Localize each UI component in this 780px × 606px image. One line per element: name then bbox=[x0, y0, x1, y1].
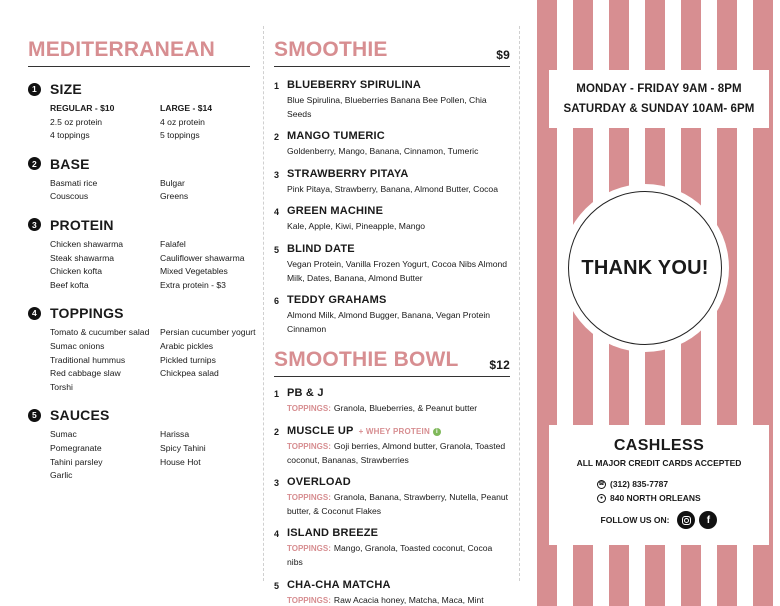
cashless-title: CASHLESS bbox=[613, 437, 705, 454]
item-description: TOPPINGS: Raw Acacia honey, Matcha, Maca, Mint bbox=[287, 594, 484, 605]
item-number: 3 bbox=[274, 478, 280, 489]
item-description: TOPPINGS: Granola, Banana, Strawberry, Nutella, Peanut butter, & Coconut Flakes bbox=[287, 492, 509, 516]
item-number: 4 bbox=[274, 207, 280, 218]
item-description: Blue Spirulina, Blueberries Banana Bee Pollen, Chia Seeds bbox=[287, 95, 487, 119]
toppings-group bbox=[28, 305, 256, 394]
smoothie-column bbox=[264, 0, 520, 606]
smoothie-item bbox=[274, 79, 510, 121]
add-on-label: + WHEY PROTEIN bbox=[358, 426, 430, 436]
item-name: MUSCLE UP bbox=[287, 424, 354, 437]
toppings-title: TOPPINGS bbox=[50, 305, 124, 322]
size-options: REGULAR - $10 LARGE - $14 2.5 oz protein 4 oz protein 4 toppings 5 toppings bbox=[50, 103, 213, 141]
bowl-item bbox=[274, 387, 510, 416]
item-description: Vegan Protein, Vanilla Frozen Yogurt, Cocoa Nibs Almond Milk, Dates, Banana, Almond Butter bbox=[287, 258, 508, 283]
info-panel bbox=[537, 0, 780, 606]
item-name: ISLAND BREEZE bbox=[287, 527, 379, 540]
item-name: TEDDY GRAHAMS bbox=[287, 294, 387, 307]
hours-weekday: MONDAY - FRIDAY 9AM - 8PM bbox=[576, 83, 742, 95]
thank-you-badge bbox=[561, 184, 729, 352]
smoothie-item bbox=[274, 168, 510, 197]
item-name: STRAWBERRY PITAYA bbox=[287, 167, 409, 180]
item-name: OVERLOAD bbox=[287, 476, 351, 489]
item-name: PB & J bbox=[287, 387, 324, 400]
item-description: Almond Milk, Almond Bugger, Banana, Vegan Protein Cinnamon bbox=[287, 310, 491, 334]
bowl-item bbox=[274, 425, 510, 467]
item-number: 5 bbox=[274, 580, 280, 591]
bowl-price: $12 bbox=[489, 358, 510, 373]
follow-label: FOLLOW US ON: bbox=[600, 515, 670, 525]
info-icon: i bbox=[433, 428, 441, 436]
instagram-icon[interactable] bbox=[677, 511, 695, 529]
mediterranean-heading: MEDITERRANEAN bbox=[28, 38, 250, 67]
phone-line bbox=[597, 477, 769, 491]
item-number: 4 bbox=[274, 529, 280, 540]
toppings-label: TOPPINGS: bbox=[287, 404, 331, 414]
item-description: TOPPINGS: Goji berries, Almond butter, Granola, Toasted coconut, Bananas, Strawberries bbox=[287, 440, 506, 465]
item-description: Kale, Apple, Kiwi, Pineapple, Mango bbox=[287, 221, 426, 232]
size-title: SIZE bbox=[50, 81, 82, 97]
step-number: 2 bbox=[28, 157, 41, 170]
payment-contact-box bbox=[549, 425, 769, 545]
base-title: BASE bbox=[50, 155, 90, 172]
item-description: TOPPINGS: Granola, Blueberries, & Peanut butter bbox=[287, 403, 478, 414]
smoothie-list bbox=[274, 79, 510, 336]
toppings-label: TOPPINGS: bbox=[287, 493, 331, 503]
smoothie-bowl-heading: SMOOTHIE BOWL $12 bbox=[274, 348, 510, 377]
item-name: BLIND DATE bbox=[287, 242, 355, 255]
smoothie-item bbox=[274, 294, 510, 336]
thank-you-text: THANK YOU! bbox=[581, 256, 709, 279]
size-group bbox=[28, 81, 250, 143]
smoothie-heading: SMOOTHIE $9 bbox=[274, 38, 510, 67]
item-name: CHA-CHA MATCHA bbox=[287, 578, 391, 591]
smoothie-item bbox=[274, 130, 510, 159]
hours-box bbox=[549, 70, 769, 128]
sauces-group bbox=[28, 407, 250, 482]
step-number: 1 bbox=[28, 83, 41, 96]
smoothie-price: $9 bbox=[496, 48, 510, 62]
toppings-label: TOPPINGS: bbox=[287, 595, 331, 605]
address: 840 NORTH ORLEANS bbox=[610, 493, 701, 503]
bowl-list bbox=[274, 387, 510, 606]
item-description: Goldenberry, Mango, Banana, Cinnamon, Tumeric bbox=[287, 146, 479, 157]
phone-icon: ☎ bbox=[598, 481, 605, 487]
item-number: 5 bbox=[274, 244, 280, 255]
facebook-icon[interactable]: f bbox=[699, 511, 717, 529]
item-description: Pink Pitaya, Strawberry, Banana, Almond Butter, Cocoa bbox=[287, 183, 498, 194]
base-options: Basmati rice Bulgar Couscous Greens bbox=[50, 177, 189, 202]
sauces-options: Sumac Harissa Pomegranate Spicy Tahini Tahini parsley House Hot Garlic bbox=[50, 429, 206, 481]
sauces-title: SAUCES bbox=[50, 407, 110, 424]
hours-weekend: SATURDAY & SUNDAY 10AM- 6PM bbox=[563, 103, 755, 115]
bowl-item bbox=[274, 476, 510, 518]
location-icon: ● bbox=[597, 494, 606, 503]
item-number: 1 bbox=[274, 81, 280, 91]
base-group bbox=[28, 156, 250, 204]
protein-group bbox=[28, 217, 250, 292]
item-name: MANGO TUMERIC bbox=[287, 130, 385, 143]
step-number: 3 bbox=[28, 218, 41, 231]
phone-number: (312) 835-7787 bbox=[610, 479, 669, 489]
smoothie-item bbox=[274, 243, 510, 285]
item-name: BLUEBERRY SPIRULINA bbox=[287, 79, 421, 91]
item-name: GREEN MACHINE bbox=[287, 205, 384, 218]
bowl-item bbox=[274, 579, 510, 606]
item-description: TOPPINGS: Mango, Granola, Toasted coconut, Cocoa nibs bbox=[287, 543, 493, 567]
item-number: 6 bbox=[274, 296, 280, 307]
step-number: 5 bbox=[28, 409, 41, 422]
step-number: 4 bbox=[28, 307, 41, 320]
item-number: 2 bbox=[274, 132, 280, 143]
item-number: 2 bbox=[274, 426, 280, 437]
item-number: 3 bbox=[274, 169, 280, 180]
address-line bbox=[597, 491, 769, 505]
toppings-options: Tomato & cucumber salad Persian cucumber yogurt Sumac onions Arabic pickles Traditional hummus Pickled turnips Red cabbage slaw Chickpea salad Torshi bbox=[50, 327, 256, 392]
follow-us bbox=[549, 511, 769, 529]
toppings-label: TOPPINGS: bbox=[287, 544, 331, 554]
protein-options: Chicken shawarma Falafel Steak shawarma Cauliflower shawarma Chicken kofta Mixed Vegetables Beef kofta Extra protein - $3 bbox=[50, 238, 245, 290]
smoothie-item bbox=[274, 205, 510, 234]
protein-title: PROTEIN bbox=[50, 216, 114, 233]
bowl-item bbox=[274, 527, 510, 569]
mediterranean-column bbox=[0, 0, 262, 606]
item-number: 1 bbox=[274, 389, 280, 400]
toppings-label: TOPPINGS: bbox=[287, 441, 331, 451]
cards-accepted: ALL MAJOR CREDIT CARDS ACCEPTED bbox=[576, 458, 742, 468]
